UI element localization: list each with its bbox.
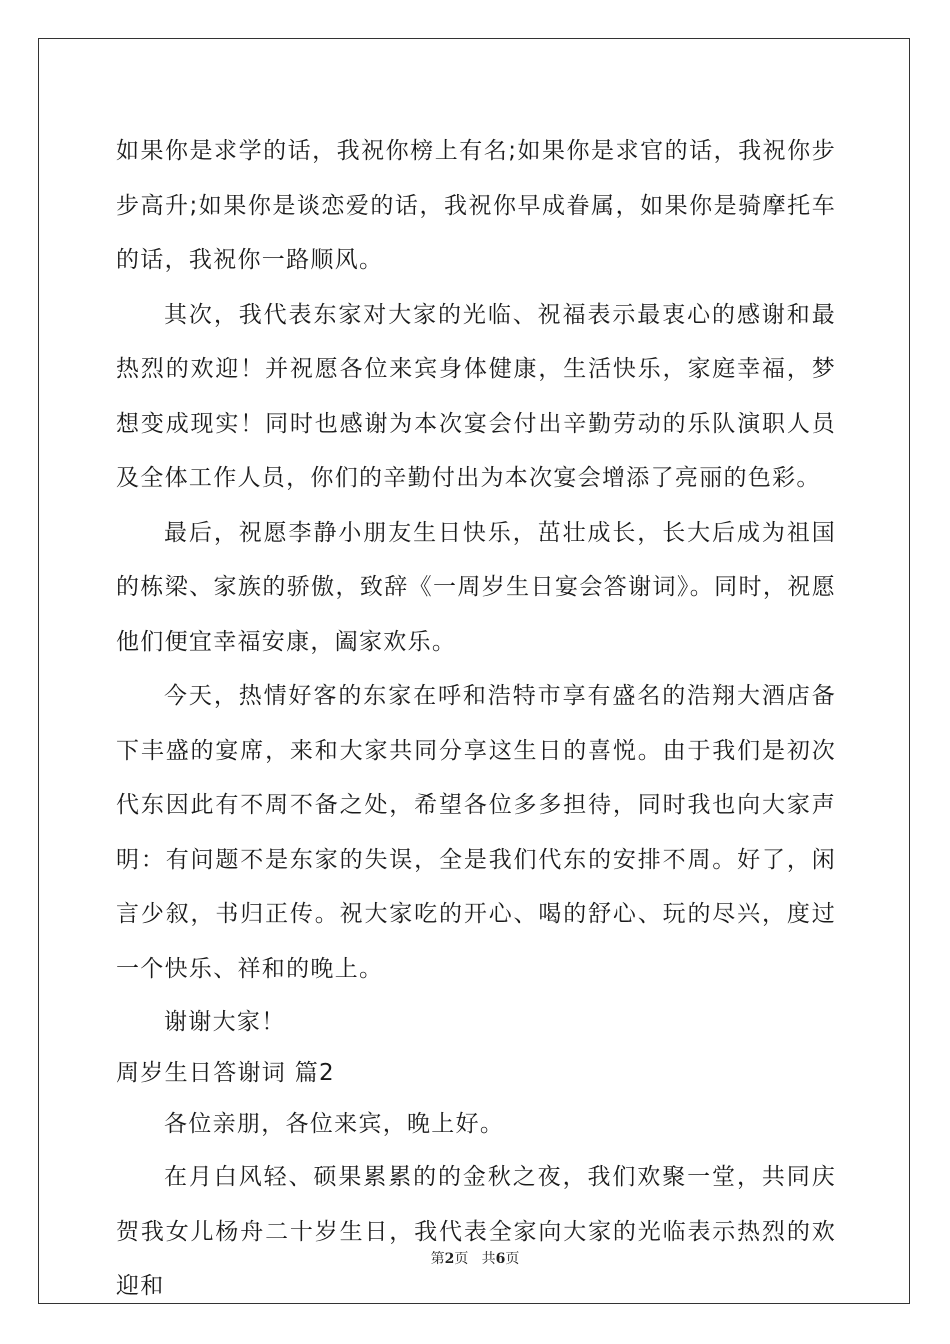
paragraph: 其次，我代表东家对大家的光临、祝福表示最衷心的感谢和最热烈的欢迎！并祝愿各位来宾身体健康，生活快乐，家庭幸福，梦想变成现实！同时也感谢为本次宴会付出辛勤劳动的乐队演职人员及全体工作人员，你们的辛勤付出为本次宴会增添了亮丽的色彩。 bbox=[116, 301, 836, 491]
footer-total-pages: 6 bbox=[495, 1251, 506, 1267]
document-body bbox=[116, 124, 836, 1314]
footer-page-suffix: 页 bbox=[454, 1251, 469, 1267]
footer-prefix: 第 bbox=[430, 1251, 445, 1267]
paragraph: 如果你是求学的话，我祝你榜上有名;如果你是求官的话，我祝你步步高升;如果你是谈恋爱的话，我祝你早成眷属，如果你是骑摩托车的话，我祝你一路顺风。 bbox=[116, 138, 836, 273]
footer-total-prefix: 共 bbox=[481, 1251, 496, 1267]
section-heading: 周岁生日答谢词 篇2 bbox=[116, 1060, 335, 1086]
paragraph: 各位亲朋，各位来宾，晚上好。 bbox=[164, 1111, 505, 1137]
paragraph: 今天，热情好客的东家在呼和浩特市享有盛名的浩翔大酒店备下丰盛的宴席，来和大家共同分享这生日的喜悦。由于我们是初次代东因此有不周不备之处，希望各位多多担待，同时我也向大家声明：有问题不是东家的失误，全是我们代东的安排不周。好了，闲言少叙，书归正传。祝大家吃的开心、喝的舒心、玩的尽兴，度过一个快乐、祥和的晚上。 bbox=[116, 683, 836, 982]
footer-total-suffix: 页 bbox=[505, 1251, 520, 1267]
footer-page-number: 2 bbox=[444, 1251, 455, 1267]
paragraph: 最后，祝愿李静小朋友生日快乐，茁壮成长，长大后成为祖国的栋梁、家族的骄傲，致辞《一周岁生日宴会答谢词》。同时，祝愿他们便宜幸福安康，阖家欢乐。 bbox=[116, 519, 836, 655]
page-footer bbox=[0, 1248, 950, 1268]
paragraph: 在月白风轻、硕果累累的的金秋之夜，我们欢聚一堂，共同庆贺我女儿杨舟二十岁生日，我代表全家向大家的光临表示热烈的欢迎和 bbox=[116, 1164, 836, 1299]
paragraph: 谢谢大家！ bbox=[164, 1009, 286, 1035]
